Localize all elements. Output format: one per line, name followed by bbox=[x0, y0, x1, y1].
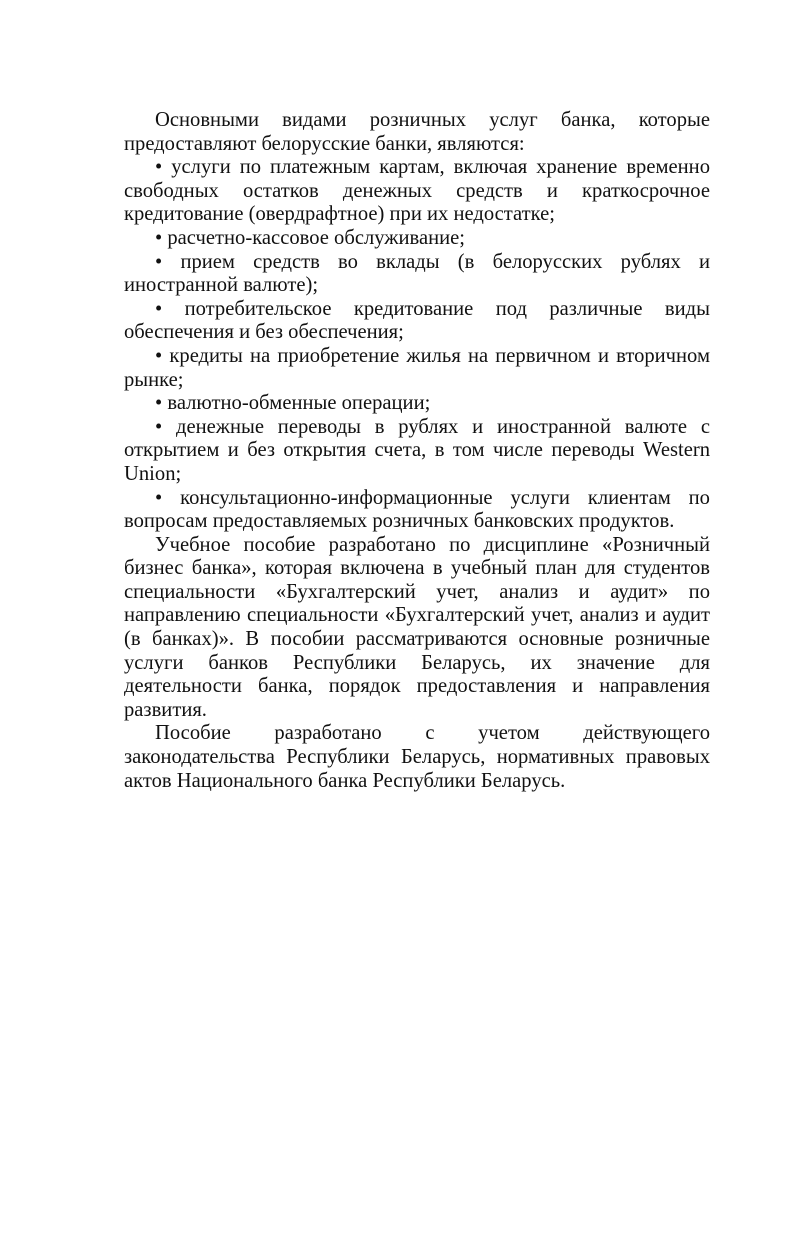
document-page bbox=[124, 109, 710, 793]
list-item bbox=[124, 487, 710, 534]
list-item bbox=[124, 156, 710, 227]
bullet-icon: • bbox=[155, 156, 163, 179]
bullet-icon: • bbox=[155, 226, 163, 249]
course-description-paragraph: Учебное пособие разработано по дисциплине «Розничный бизнес банка», которая включена в учебный план для студентов специальности «Бухгалтерский учет, анализ и аудит» по направлению специальности «Бухгалтерский учет, анализ и аудит (в банках)». В пособии рассматриваются основные розничные услуги банков Республики Беларусь, их значение для деятельности банка, порядок предоставления и направления развития. bbox=[124, 533, 710, 721]
list-item-text: прием средств во вклады (в белорусских рублях и иностранной валюте); bbox=[124, 250, 710, 297]
legislation-paragraph: Пособие разработано с учетом действующего законодательства Республики Беларусь, нормативных правовых актов Национального банка Республики Беларусь. bbox=[124, 722, 710, 792]
bullet-icon: • bbox=[155, 297, 163, 320]
bullet-icon: • bbox=[155, 392, 163, 415]
list-item-text: кредиты на приобретение жилья на первичном и вторичном рынке; bbox=[124, 344, 710, 391]
bullet-icon: • bbox=[155, 344, 163, 367]
list-item-text: расчетно-кассовое обслуживание; bbox=[167, 226, 466, 249]
bullet-icon: • bbox=[155, 486, 163, 509]
services-list bbox=[124, 156, 710, 534]
list-item bbox=[124, 392, 710, 416]
list-item-text: валютно-обменные операции; bbox=[167, 392, 431, 415]
list-item bbox=[124, 251, 710, 298]
bullet-icon: • bbox=[155, 250, 163, 273]
list-item-text: денежные переводы в рублях и иностранной валюте с открытием и без открытия счета, в том числе переводы Western Union; bbox=[124, 415, 710, 485]
list-item bbox=[124, 345, 710, 392]
list-item bbox=[124, 227, 710, 251]
intro-paragraph: Основными видами розничных услуг банка, которые предоставляют белорусские банки, являются: bbox=[124, 109, 710, 155]
list-item-text: консультационно-информационные услуги клиентам по вопросам предоставляемых розничных банковских продуктов. bbox=[124, 486, 710, 533]
list-item-text: потребительское кредитование под различные виды обеспечения и без обеспечения; bbox=[124, 297, 710, 344]
bullet-icon: • bbox=[155, 415, 163, 438]
list-item bbox=[124, 416, 710, 487]
list-item-text: услуги по платежным картам, включая хранение временно свободных остатков денежных средств и краткосрочное кредитование (овердрафтное) при их недостатке; bbox=[124, 156, 710, 226]
list-item bbox=[124, 298, 710, 345]
